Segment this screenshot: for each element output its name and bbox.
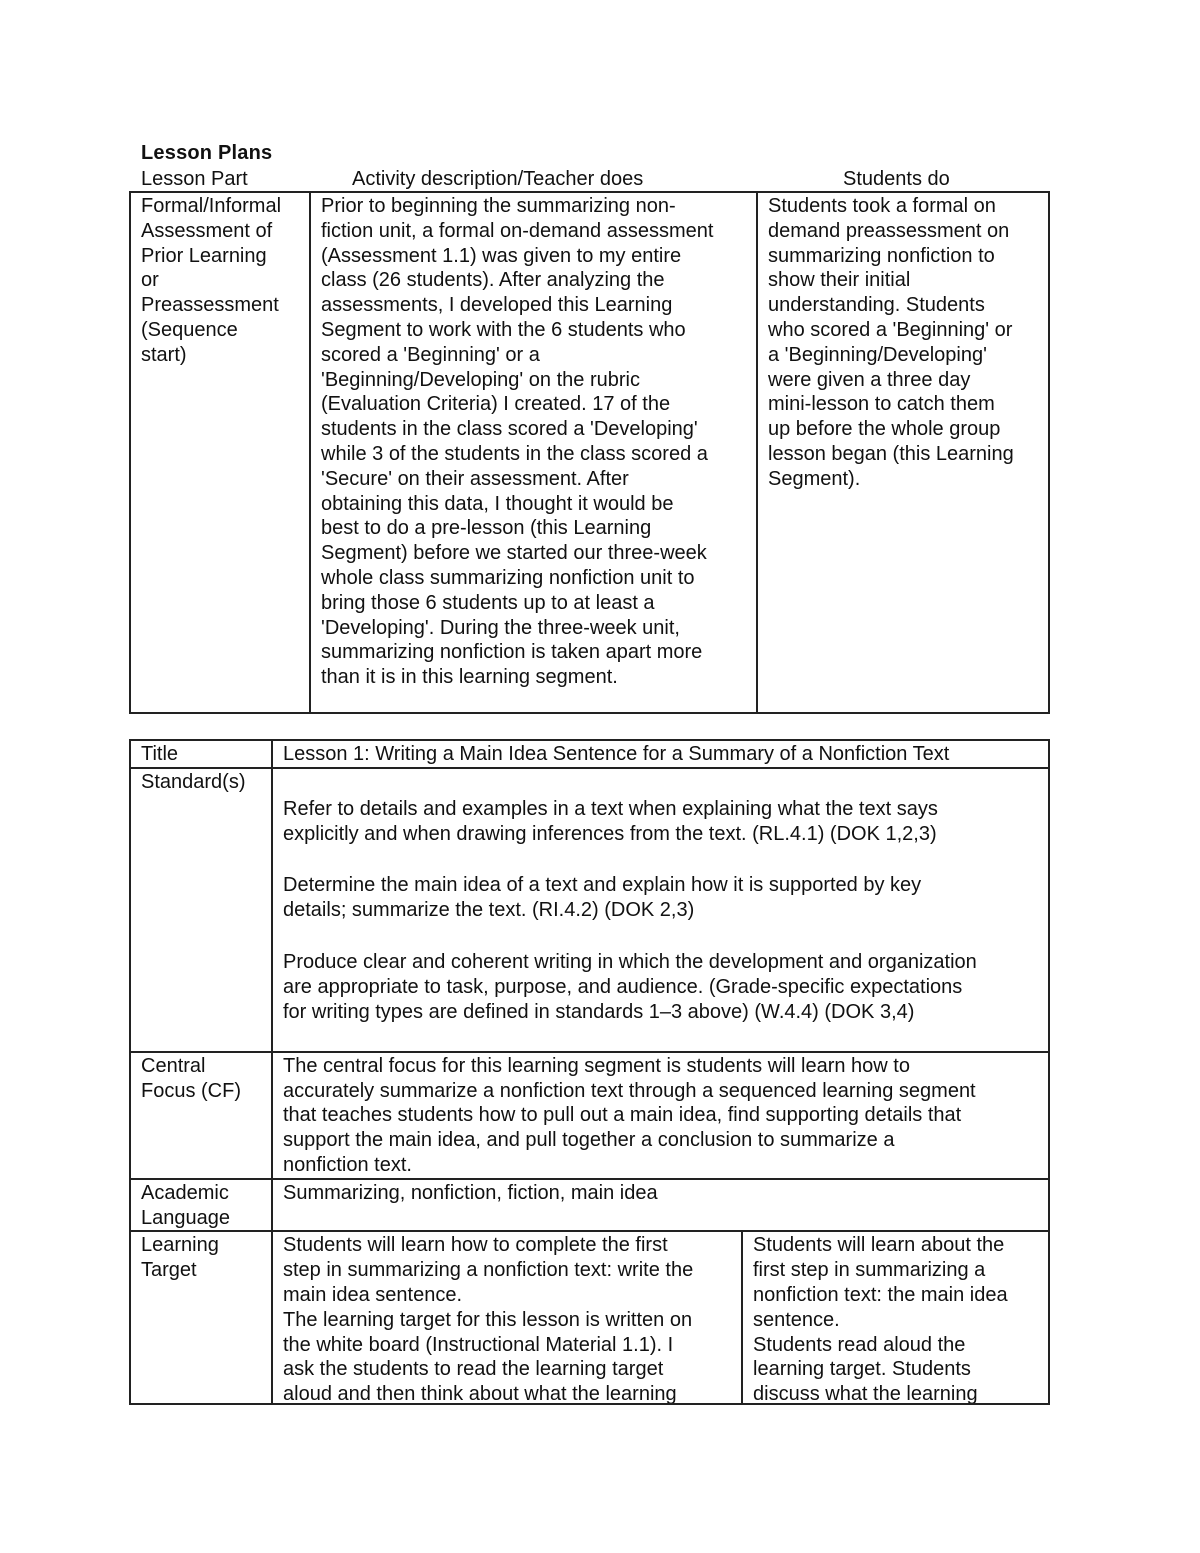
column-header-students-do: Students do bbox=[843, 168, 950, 190]
table-row bbox=[130, 768, 1049, 1052]
table-row bbox=[130, 740, 1049, 768]
table-row bbox=[130, 1179, 1049, 1232]
learning-target-label-cell bbox=[130, 1231, 272, 1404]
title-value-cell bbox=[272, 740, 1049, 768]
learning-target-teacher-text: Students will learn how to complete the first step in summarizing a nonfiction text: write the main idea sentence. The learning target for this lesson is written on the white board (Instructional Material 1.1). I ask the students to read the learning target aloud and then think about what the learning bbox=[283, 1234, 694, 1404]
teacher-does-cell bbox=[310, 192, 757, 713]
lesson-part-cell bbox=[130, 192, 310, 713]
academic-language-value: Summarizing, nonfiction, fiction, main idea bbox=[283, 1181, 658, 1204]
students-do-cell bbox=[757, 192, 1049, 713]
title-value: Lesson 1: Writing a Main Idea Sentence for a Summary of a Nonfiction Text bbox=[283, 743, 950, 765]
learning-target-students-cell bbox=[742, 1231, 1049, 1404]
learning-target-teacher-cell bbox=[272, 1231, 742, 1404]
title-label: Title bbox=[141, 743, 179, 765]
teacher-does-text: Prior to beginning the summarizing non- fiction unit, a formal on-demand assessment (Assessment 1.1) was given to my entire class (26 students). After analyzing the assessments, I developed this Learning Segment to work with the 6 students who scored a 'Beginning' or a 'Beginning/Developing' on the rubric (Evaluation Criteria) I created. 17 of the students in the class scored a 'Developing' while 3 of the students in the class scored a 'Secure' on their assessment. After obtaining this data, I thought it would be best to do a pre-lesson (this Learning Segment) before we started our three-week whole class summarizing nonfiction unit to bring those 6 students up to at least a 'Developing'. During the three-week unit, summarizing nonfiction is taken apart more than it is in this learning segment. bbox=[321, 195, 714, 689]
standards-value-cell bbox=[272, 768, 1049, 1052]
table-row bbox=[130, 1231, 1049, 1404]
learning-target-label: Learning Target bbox=[141, 1234, 219, 1282]
standard-item: Determine the main idea of a text and explain how it is supported by key details; summarize the text. (RI.4.2) (DOK 2,3) bbox=[283, 874, 922, 922]
students-do-text: Students took a formal on demand preassessment on summarizing nonfiction to show their initial understanding. Students who scored a 'Beginning' or a 'Beginning/Developing' were given a three day mini-lesson to catch them up before the whole group lesson began (this Learning Segment). bbox=[768, 195, 1014, 490]
central-focus-label-cell bbox=[130, 1052, 272, 1179]
document-title: Lesson Plans bbox=[141, 142, 273, 164]
standard-item: Produce clear and coherent writing in which the development and organization are appropriate to task, purpose, and audience. (Grade-specific expectations for writing types are defined in standards 1–3 above) (W.4.4) (DOK 3,4) bbox=[283, 950, 977, 1023]
table-row bbox=[130, 192, 1049, 713]
central-focus-value: The central focus for this learning segment is students will learn how to accurately summarize a nonfiction text through a sequenced learning segment that teaches students how to pull out a main idea, find supporting details that support the main idea, and pull together a conclusion to summarize a nonfiction text. bbox=[283, 1054, 976, 1176]
learning-target-students-text: Students will learn about the first step in summarizing a nonfiction text: the main idea sentence. Students read aloud the learning target. Students discuss what the learning bbox=[753, 1234, 1008, 1404]
standards-label: Standard(s) bbox=[141, 770, 246, 793]
academic-language-label: Academic Language bbox=[141, 1181, 230, 1229]
lesson-table bbox=[129, 739, 1050, 1405]
title-label-cell bbox=[130, 740, 272, 768]
standards-label-cell bbox=[130, 768, 272, 1052]
column-header-teacher-does: Activity description/Teacher does bbox=[352, 168, 644, 190]
prior-learning-table bbox=[129, 191, 1050, 714]
central-focus-label: Central Focus (CF) bbox=[141, 1054, 241, 1102]
academic-language-label-cell bbox=[130, 1179, 272, 1232]
academic-language-value-cell bbox=[272, 1179, 1049, 1232]
column-header-lesson-part: Lesson Part bbox=[141, 168, 248, 190]
central-focus-value-cell bbox=[272, 1052, 1049, 1179]
table-row bbox=[130, 1052, 1049, 1179]
standard-item: Refer to details and examples in a text when explaining what the text says explicitly and when drawing inferences from the text. (RL.4.1) (DOK 1,2,3) bbox=[283, 797, 938, 845]
lesson-part-text: Formal/Informal Assessment of Prior Learning or Preassessment (Sequence start) bbox=[141, 195, 282, 366]
